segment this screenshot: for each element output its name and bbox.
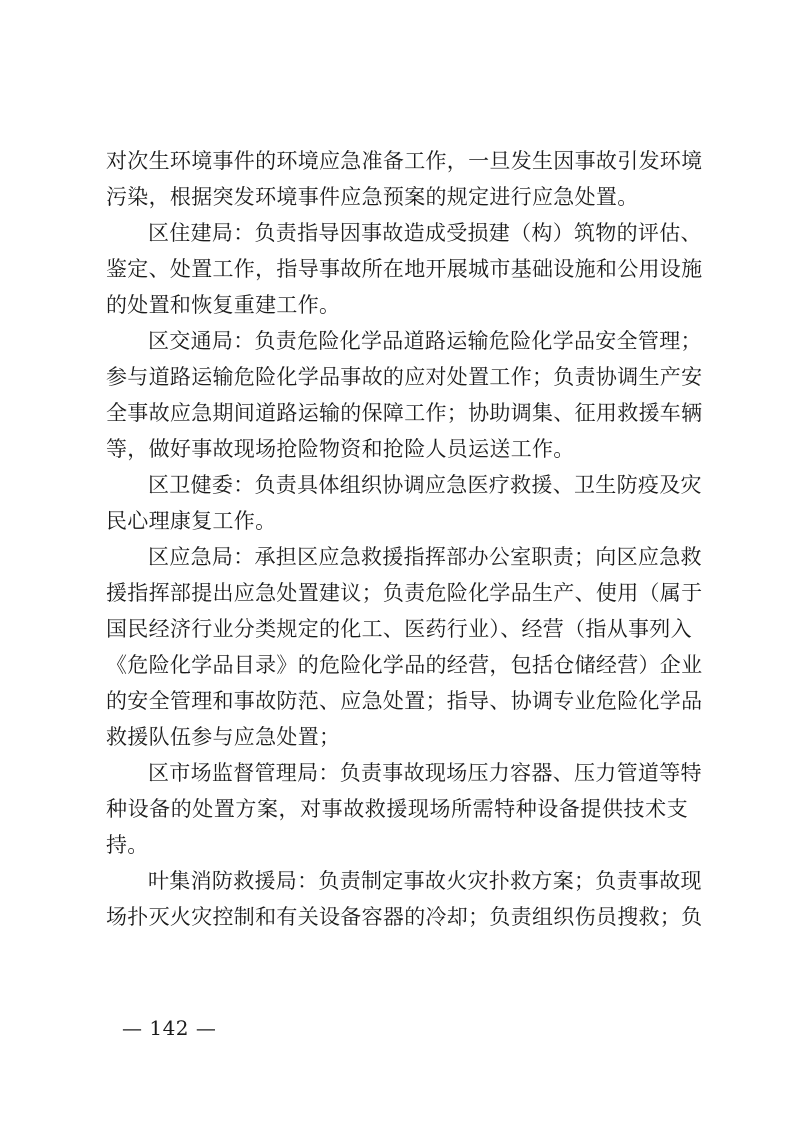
paragraph-start-line: 区交通局：负责危险化学品道路运输危险化学品安全管理；: [148, 329, 702, 353]
text-line: 场扑灭火灾控制和有关设备容器的冷却；负责组织伤员搜救；负: [106, 905, 703, 929]
paragraph-start-line: 区市场监督管理局：负责事故现场压力容器、压力管道等特: [148, 761, 702, 785]
text-line: 污染，根据突发环境事件应急预案的规定进行应急处置。: [106, 185, 639, 209]
page-number: — 142 —: [122, 1016, 217, 1040]
body-text: [106, 143, 703, 935]
text-line: 对次生环境事件的环境应急准备工作，一旦发生因事故引发环境: [106, 149, 703, 173]
paragraph-start-line: 区应急局：承担区应急救援指挥部办公室职责；向区应急救: [148, 545, 702, 569]
paragraph-start-line: 叶集消防救援局：负责制定事故火灾扑救方案；负责事故现: [148, 869, 702, 893]
text-line: 的处置和恢复重建工作。: [106, 293, 341, 317]
paragraph-start-line: 区住建局：负责指导因事故造成受损建（构）筑物的评估、: [148, 221, 702, 245]
text-line: 民心理康复工作。: [106, 509, 277, 533]
text-line: 国民经济行业分类规定的化工、医药行业）、经营（指从事列入: [106, 617, 692, 641]
paragraph-start-line: 区卫健委：负责具体组织协调应急医疗救援、卫生防疫及灾: [148, 473, 702, 497]
text-line: 全事故应急期间道路运输的保障工作；协助调集、征用救援车辆: [106, 401, 703, 425]
text-line: 等，做好事故现场抢险物资和抢险人员运送工作。: [106, 437, 575, 461]
text-line: 种设备的处置方案，对事故救援现场所需特种设备提供技术支: [106, 797, 688, 821]
text-line: 参与道路运输危险化学品事故的应对处置工作；负责协调生产安: [106, 365, 703, 389]
text-line: 救援队伍参与应急处置；: [106, 725, 341, 749]
text-line: 《危险化学品目录》的危险化学品的经营，包括仓储经营）企业: [106, 653, 703, 677]
text-line: 援指挥部提出应急处置建议；负责危险化学品生产、使用（属于: [106, 581, 703, 605]
text-line: 鉴定、处置工作，指导事故所在地开展城市基础设施和公用设施: [106, 257, 703, 281]
text-line: 的安全管理和事故防范、应急处置；指导、协调专业危险化学品: [106, 689, 703, 713]
text-line: 持。: [106, 833, 149, 857]
